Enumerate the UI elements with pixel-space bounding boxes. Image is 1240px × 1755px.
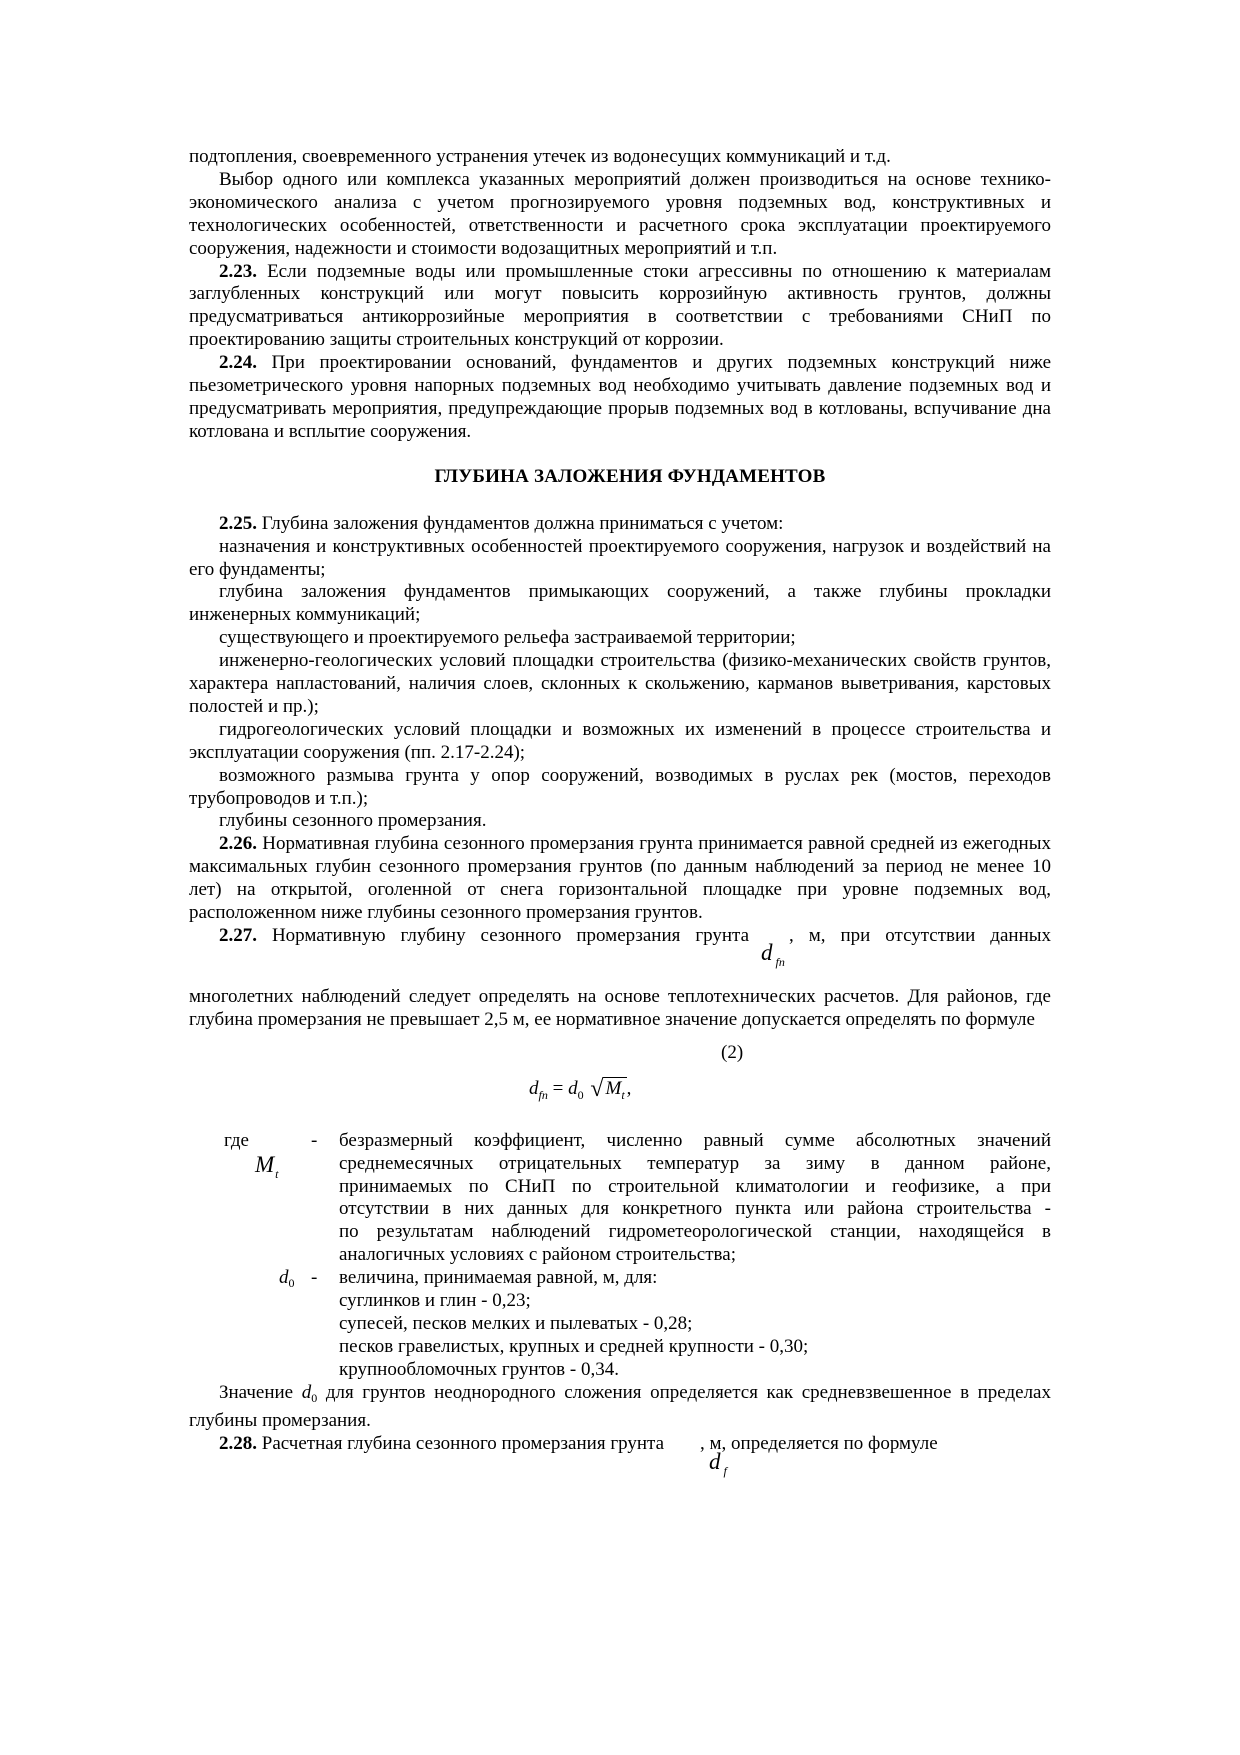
paragraph-text: возможного размыва грунта у опор сооружений, возводимых в руслах рек (мостов, переходов трубопроводов и т.п.); xyxy=(189,764,1051,809)
paragraph-2-23 xyxy=(189,261,1051,353)
paragraph-text: существующего и проектируемого рельефа застраиваемой территории; xyxy=(219,627,796,649)
paragraph-2-26 xyxy=(189,833,1051,925)
d-f-symbol xyxy=(709,1451,727,1483)
symbol-subscript: fn xyxy=(775,954,785,969)
symbol-line xyxy=(189,1449,1051,1479)
definition-line: принимаемых по СНиП по строительной климатологии и геофизике, а при xyxy=(339,1175,1051,1197)
definition-dash: - xyxy=(311,1129,318,1151)
definition-dash: - xyxy=(311,1267,318,1289)
paragraph-text: гидрогеологических условий площадки и возможных их изменений в процессе строительства и эксплуатации сооружения (пп. 2.17-2.24); xyxy=(189,718,1051,763)
paragraph-2-24 xyxy=(189,352,1051,444)
where-word: где xyxy=(224,1129,249,1151)
paragraph-2-28-first-line xyxy=(189,1433,1051,1456)
paragraph-text-continued: многолетних наблюдений следует определять на основе теплотехнических расчетов. Для районов, где глубина промерзания не превышает 2,5 м, ее нормативное значение допускается определять по формуле xyxy=(189,985,1051,1030)
definition-line: супесей, песков мелких и пылеватых - 0,28; xyxy=(339,1312,693,1334)
formula-tail: , xyxy=(626,1077,632,1099)
definition-line: величина, принимаемая равной, м, для: xyxy=(339,1267,658,1289)
section-heading: ГЛУБИНА ЗАЛОЖЕНИЯ ФУНДАМЕНТОВ xyxy=(434,465,826,487)
list-item xyxy=(189,810,1051,833)
formula-number: (2) xyxy=(721,1041,744,1063)
symbol-subscript: f xyxy=(723,1464,727,1479)
definition-line: песков гравелистых, крупных и средней крупности - 0,30; xyxy=(339,1335,809,1357)
paragraph-2-25 xyxy=(189,513,1051,536)
symbol-letter: M xyxy=(255,1151,275,1177)
clause-number: 2.28. xyxy=(219,1432,257,1454)
symbol-letter: d xyxy=(761,939,773,965)
list-item xyxy=(189,536,1051,582)
paragraph-text: При проектировании оснований, фундаментов и других подземных конструкций ниже пьезометрического уровня напорных подземных вод необходимо учитывать давление подземных вод и предусматривать мероприятия, предупреждающие прорыв подземных вод в котлованы, вспучивание дна котлована и всплытие сооружения. xyxy=(189,352,1051,442)
list-item xyxy=(189,581,1051,627)
top-paragraphs xyxy=(189,146,1051,444)
symbol-letter: d xyxy=(709,1449,721,1475)
definitions-table xyxy=(189,1130,1051,1382)
paragraph-text: Нормативная глубина сезонного промерзания грунта принимается равной средней из ежегодных максимальных глубин сезонного промерзания грунтов (по данным наблюдений за период не менее 10 лет) на открытой, оголенной от снега горизонтальной площадке при уровне подземных вод, расположенном ниже глубины сезонного промерзания грунтов. xyxy=(189,833,1051,924)
mid-paragraphs xyxy=(189,513,1051,925)
document-page xyxy=(189,146,1051,1477)
definition-line: аналогичных условиях с районом строительства; xyxy=(339,1244,736,1266)
clause-number: 2.27. xyxy=(219,925,257,946)
list-item xyxy=(189,765,1051,811)
symbol-subscript: t xyxy=(275,1166,279,1181)
symbol-letter: d xyxy=(301,1381,312,1403)
paragraph-text: Нормативную глубину сезонного промерзания грунта xyxy=(257,925,750,946)
root-subscript: t xyxy=(621,1087,625,1102)
formula-equals: = xyxy=(547,1077,569,1099)
paragraph xyxy=(189,146,1051,169)
d-fn-symbol xyxy=(761,939,785,974)
formula-2 xyxy=(189,1032,1051,1120)
paragraph-text: Значение xyxy=(219,1381,302,1403)
symbol-subscript: 0 xyxy=(288,1276,295,1291)
definition-label xyxy=(189,1130,299,1190)
paragraph-text: назначения и конструктивных особенностей проектируемого сооружения, нагрузок и воздействий на его фундаменты; xyxy=(189,535,1051,580)
paragraph xyxy=(189,169,1051,261)
formula-rhs-sub: 0 xyxy=(577,1087,584,1102)
paragraph-text: Глубина заложения фундаментов должна приниматься с учетом: xyxy=(257,512,784,534)
formula-expression xyxy=(529,1075,632,1107)
symbol-line xyxy=(189,939,1051,986)
list-item xyxy=(189,627,1051,650)
definition-line: крупнообломочных грунтов - 0,34. xyxy=(339,1358,619,1380)
definition-text xyxy=(339,1267,1051,1382)
formula-rhs: d xyxy=(568,1077,578,1099)
list-item xyxy=(189,719,1051,765)
paragraph-text: для грунтов неоднородного сложения определяется как средневзвешенное в пределах глубины промерзания. xyxy=(189,1381,1051,1431)
paragraph-text: Расчетная глубина сезонного промерзания грунта xyxy=(257,1432,664,1454)
definition-d0 xyxy=(189,1267,1051,1382)
symbol-letter: d xyxy=(279,1267,289,1289)
d0-symbol xyxy=(279,1267,295,1295)
mt-symbol xyxy=(255,1151,279,1186)
definition-mt xyxy=(189,1130,1051,1267)
clause-number: 2.24. xyxy=(219,352,257,374)
paragraph-text: глубины сезонного промерзания. xyxy=(219,810,487,832)
definition-line: по результатам наблюдений гидрометеорологической станции, находящейся в xyxy=(339,1221,1051,1243)
paragraph-2-28 xyxy=(189,1433,1051,1478)
paragraph-text: Выбор одного или комплекса указанных мероприятий должен производиться на основе технико-экономического анализа с учетом прогнозируемого уровня подземных вод, конструктивных и технологических особенностей, ответственности и расчетного срока эксплуатации проектируемого сооружения, надежности и стоимости водозащитных мероприятий и т.п. xyxy=(189,168,1051,259)
paragraph-text: глубина заложения фундаментов примыкающих сооружений, а также глубины прокладки инженерных коммуникаций; xyxy=(189,581,1051,626)
sqrt-sign-icon: √ xyxy=(590,1075,604,1102)
root-symbol: M xyxy=(605,1077,622,1099)
clause-number: 2.23. xyxy=(219,260,257,282)
symbol-subscript: 0 xyxy=(311,1390,318,1405)
list-item xyxy=(189,650,1051,719)
definition-line: безразмерный коэффициент, численно равный сумме абсолютных значений xyxy=(339,1129,1051,1151)
paragraph-d0-value xyxy=(189,1382,1051,1433)
paragraph-text: подтопления, своевременного устранения утечек из водонесущих коммуникаций и т.д. xyxy=(189,146,891,167)
paragraph-2-27-first-line xyxy=(189,925,1051,948)
clause-number: 2.26. xyxy=(219,833,257,855)
definition-line: среднемесячных отрицательных температур за зиму в данном районе, xyxy=(339,1152,1051,1174)
definition-line: суглинков и глин - 0,23; xyxy=(339,1290,531,1312)
paragraph-text: , м, при отсутствии данных xyxy=(789,925,1051,946)
sqrt-body xyxy=(603,1077,626,1102)
paragraph-text: инженерно-геологических условий площадки строительства (физико-механических свойств грунтов, характера напластований, наличия слоев, склонных к скольжению, карманов выветривания, карстовых полостей и пр.); xyxy=(189,650,1051,717)
paragraph-text: , м, определяется по формуле xyxy=(700,1432,938,1454)
d0-inline-symbol xyxy=(302,1382,318,1403)
definition-text xyxy=(339,1130,1051,1267)
paragraph-text: Если подземные воды или промышленные стоки агрессивны по отношению к материалам заглубленных конструкций или могут повысить коррозийную активность грунтов, должны предусматриваться антикоррозийные мероприятия в соответствии с требованиями СНиП по проектированию защиты строительных конструкций от коррозии. xyxy=(189,260,1051,351)
square-root xyxy=(590,1075,626,1107)
formula-lhs-sub: fn xyxy=(538,1087,548,1102)
definition-line: отсутствии в них данных для конкретного пункта или района строительства - xyxy=(339,1198,1051,1220)
formula-lhs: d xyxy=(529,1077,539,1099)
clause-number: 2.25. xyxy=(219,512,257,534)
paragraph-2-27 xyxy=(189,925,1051,1032)
